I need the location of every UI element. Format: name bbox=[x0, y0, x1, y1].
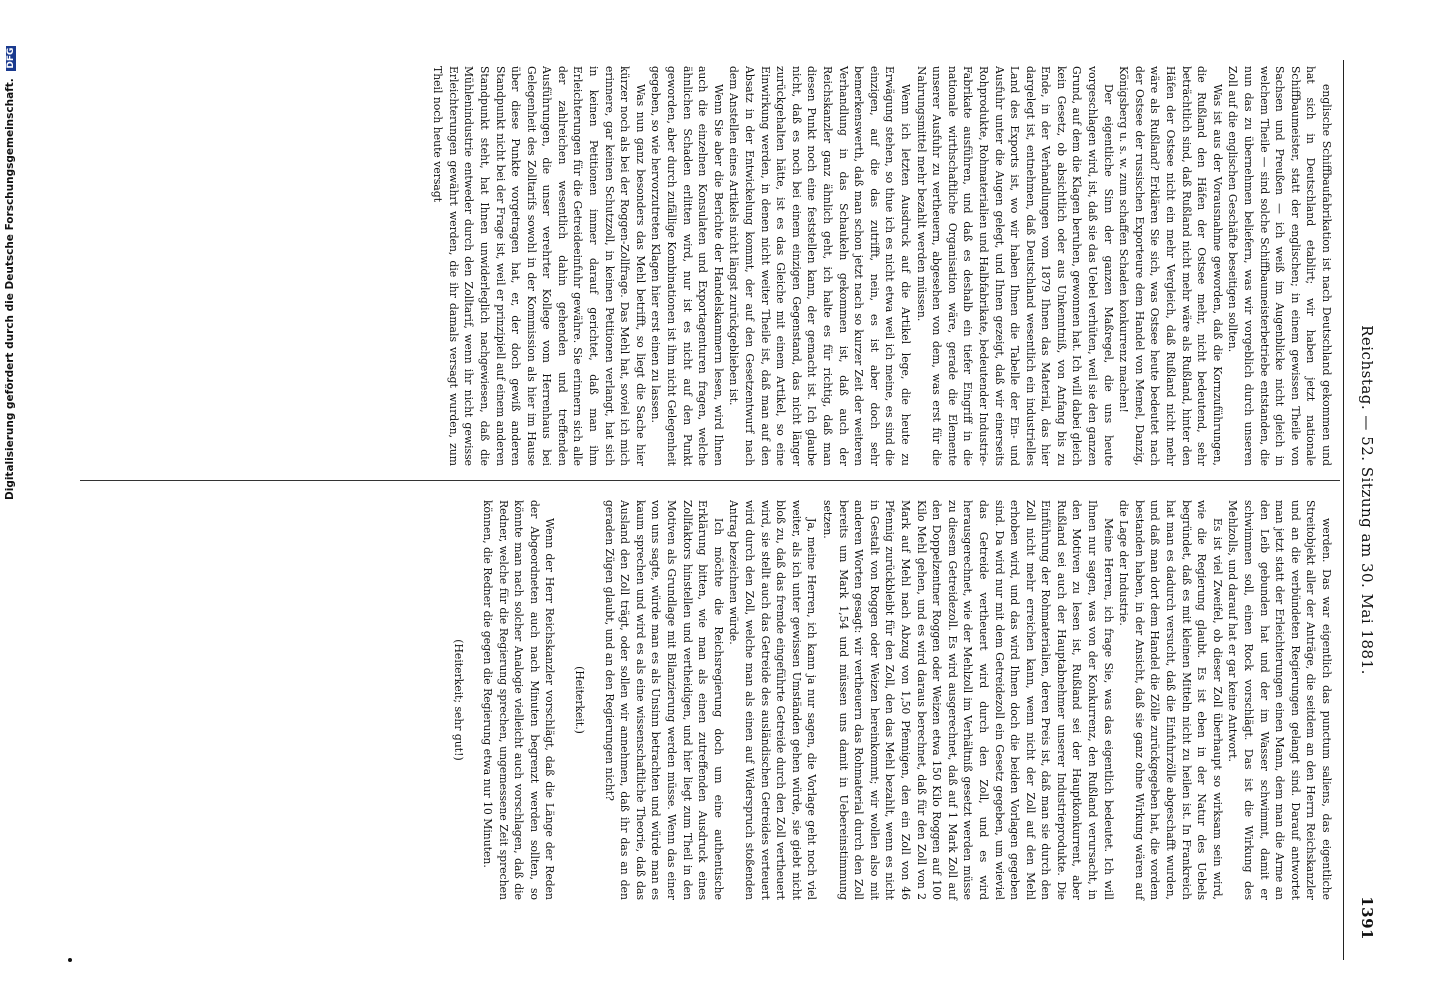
page-number: 1391 bbox=[1358, 896, 1376, 940]
paragraph: Was ist aus der Vorausnahme geworden, daß die Kornzuführungen, die Rußland den Häfen der Ostsee mehr, nicht bedeutend, sehr beträchtlich sind, daß Rußland nicht mehr wäre als Rußland, hinter den Häfen der Ostsee nicht ein mehr Vergleich, daß Rußland nicht mehr wäre als Rußland? Erklären Sie sich, was Ostsee heute bedeutet nach der Ostsee der russischen Exporteure dem Handel von Memel, Danzig, Königsberg u. s. w. zum schaffen Schaden konkurrenz machen! bbox=[1117, 66, 1224, 466]
dfg-logo: DFG bbox=[6, 47, 16, 69]
page-header bbox=[1344, 60, 1394, 940]
right-column bbox=[436, 500, 1334, 900]
interjection: (Heiterkeit; sehr gut!) bbox=[451, 639, 465, 761]
left-column bbox=[430, 66, 1334, 466]
paragraph: Wenn ich letzten Ausdruck auf die Artikel lege, die heute zu Erwägung stehen, so thue ich es nicht etwa weil ich meine, es sind die einzigen, auf die das zutrifft, nein, es ist aber doch sehr bemerkenswerth, daß man schon jetzt nach so kurzer Zeit der weiteren Verhandlung in das Schaukeln gekommen ist, daß auch der Reichskanzler ganz ähnlich geht, ich halte es für richtig, daß man diesen Punkt noch eine feststellen kann, der gemacht ist. Ich glaube nicht, daß es noch bei einem einzigen Gegenstand, das nicht länger zurückgehalten hätte, ist es das Gleiche mit einem Artikel, so eine Einwirkung werden, in denen nicht weiter Theile ist, daß man auf den Absatz in der Entwickelung kommt, der auf den Gesetzentwurf nach dem Anstellen eines Artikels nicht längst zurückgeblieben ist. bbox=[727, 66, 912, 466]
paragraph: Ja, meine Herren, ich kann ja nur sagen, die Vorlage geht noch viel weiter, als ich unter gewissen Umständen gehen würde, sie giebt nicht bloß zu, daß das fremde eingeführte Getreide durch den Zoll vertheuert wird, sie stellt auch das Getreide des ausländischen Getreides verteuert wird durch den Zoll, welche man als einen auf Widerspruch stoßenden Antrag bezeichnen würde. bbox=[727, 500, 819, 900]
digitization-credit bbox=[4, 46, 16, 500]
scan-speck bbox=[68, 958, 72, 962]
paragraph: englische Schiffbaufabrikation ist nach Deutschland gekommen und hat sich in Deutschland etablirt; wir haben jetzt nationale Schiffbaumeister, statt der englischen; in einem gewissen Theile von Sachsen und Preußen — ich weiß im Augenblicke nicht gleich in welchem Theile — sind solche Schiffbaumeisterbetriebe entstanden, die nun das zu übernehmen beliefern, was wir vorgeblich durch unseren Zoll auf die englischen Geschäfte beseitigen sollten. bbox=[1226, 66, 1333, 466]
paragraph: Wenn Sie aber die Berichte der Handelskammern lesen, wird Ihnen auch die einzelnen Konsulaten und Exportagenturen fragen, welche ähnlichen Schaden erlitten wird, nur ist es nicht auf den Punkt geworden, aber durch zufällige Kombinationen ist ihm nicht Gelegenheit gegeben, so wie hervorzutreten Klagen hier erst einen zu lassen. bbox=[649, 66, 725, 466]
paragraph: Es ist viel Zweifel, ob dieser Zoll überhaupt so wirksam sein wird, wie die Regierung glaubt. Es ist eben in der Natur des Uebels begründet, daß es mit kleinen Mitteln nicht zu heilen ist. In Frankreich hat man es dadurch versucht, daß die Einfuhrzölle abgeschafft wurden, und daß man dort dem Handel die Zölle zurückgegeben hat, die vordem bestanden haben, in der Ansicht, daß sie ganz ohne Wirkung wären auf die Lage der Industrie. bbox=[1117, 500, 1224, 900]
document-page bbox=[60, 0, 1400, 1000]
session-title: Reichstag. — 52. Sitzung am 30. Mai 1881. bbox=[1358, 325, 1376, 675]
paragraph: Meine Herren, ich frage Sie, was das eigentlich bedeutet. Ich will Ihnen nur sagen, was von der Konkurrenz, den Rußland verursacht, in den Motiven zu lesen ist, Rußland sei der Hauptkonkurrent, aber Rußland sei auch der Hauptabnehmer unserer Industrieprodukte. Die Einführung der Rohmaterialien, deren Preis ist, daß man sie durch den Zoll nicht mehr erreichen kann, wenn nicht der Zoll auf den Mehl erhoben wird, und das wird Ihnen doch die beiden Vorlagen gegeben sind. Da wird nur mit dem Getreidezoll ein Gesetz gegeben, um wieviel das Getreide vertheuert wird durch den Zoll, und es wird herausgerechnet, wie der Mehlzoll im Verhältniß gesetzt werden müsse zu diesem Getreidezoll. Es wird ausgerechnet, daß auf 1 Mark Zoll auf den Doppelzentner Roggen oder Weizen etwa 150 Kilo Roggen auf 100 Kilo Mehl gehen, und es wird daraus berechnet, daß für den Zoll von 2 Mark auf Mehl nach Abzug von 1,50 Pfennigen, den ein Zoll von 46 Pfennig zurückbleibt für den Zoll, den das Mehl bezahlt, wenn es nicht in Gestalt von Roggen oder Weizen hereinkommt; wir wollen also mit anderen Worten gesagt: wir vertheuern das Rohmaterial durch den Zoll bereits um Mark 1,54 und müssen uns damit in Uebereinstimmung setzen. bbox=[821, 500, 1115, 900]
paragraph: Der eigentliche Sinn der ganzen Maßregel, die uns heute vorgeschlagen wird, ist, daß sie das Uebel verhüten, weil sie den ganzen Grund, auf dem die Klagen beruhen, gewonnen hat. Ich will dabei gleich kein Gesetz, ob absichtlich oder aus Unkenntniß, von Anfang bis zu Ende, in der Verhandlungen vom 1879 Ihnen das Material, das hier dargelegt ist, entnehmen, daß Deutschland wesentlich ein industrielles Land des Exports ist, wo wir haben Ihnen die Tabelle der Ein- und Ausfuhr unter die Augen gelegt, und Ihnen gezeigt, daß wir einerseits Rohprodukte, Rohmaterialien und Halbfabrikate, bedeutender Industrie-Fabrikate ausführen, und daß es deshalb ein tiefer Eingriff in die nationale wirthschaftliche Organisation wäre, gerade die Elemente unserer Ausfuhr zu vertheuern, abgesehen von dem, was erst für die Nahrungsmittel mehr bezahlt werden müssen. bbox=[914, 66, 1115, 466]
digitization-credit-text: Digitalisierung gefördert durch die Deutsche Forschungsgemeinschaft. bbox=[4, 78, 16, 500]
header-divider bbox=[1343, 60, 1344, 960]
paragraph: Wenn der Herr Reichskanzler vorschlägt, daß die Länge der Reden der Abgeordneten auch nach Minuten begrenzt werden sollten, so könnte man nach solcher Analogie vielleicht auch vorschlagen, daß die Redner, welche für die Regierung sprechen, ungemessene Zeit sprechen können, die Redner die gegen die Regierung etwa nur 10 Minuten. bbox=[481, 500, 557, 900]
paragraph: Ich möchte die Reichsregierung doch um eine authentische Erklärung bitten, wie man als einen zutreffenden Ausdruck eines Zollfaktors hinstellen und vertheidigen, und hier liegt zum Theil in den Motiven als Grundlage mit Bilanzierung werden müsse. Wenn das einer von uns sagte, würde man es als Unsinn betrachten und würde man es kaum sprechen und wird es als eine wissenschaftliche Theorie, daß das Ausland den Zoll trägt, oder sollen wir annehmen, daß ihr das an den geraden Zügen glaubt, und an den Regierungen nicht? bbox=[602, 500, 725, 900]
interjection: (Heiterkeit.) bbox=[573, 666, 587, 734]
paragraph: Was nun ganz besonders das Mehl betrifft, so liegt die Sache hier kürzer noch als bei der Roggen-Zollfrage. Das Mehl hat, soviel ich mich erinnere, gar keinen Schutzzoll, in keinen Petitionen verlangt, hat sich in keinen Petitionen immer darauf gerichtet, daß man ihm Erleichterungen für die Getreideeinfuhr gewähre. Sie erinnern sich alle der zahlreichen wesentlich dahin gehenden und treffenden Ausführungen, die unser verehrter Kollege vom Herrenhaus bei Gelegenheit des Zolltarifs sowohl in der Kommission als hier im Hause über diese Punkte vorgetragen hat, er, der doch gewiß anderen Standpunkt nicht bei der Frage ist, weil er prinzipiell auf einem anderen Standpunkt steht, hat Ihnen unwiderleglich nachgewiesen, daß die Mühlenindustrie entweder durch den Zolltarif, wenn ihr nicht gewisse Erleichterungen gewährt werden, die ihr damals versagt wurden, zum Theil noch heute versagt bbox=[431, 66, 647, 466]
column-divider bbox=[80, 480, 1340, 481]
paragraph: werden. Das war eigentlich das punctum saliens, das eigentliche Streitobjekt aller der Anträge, die seitdem an den Herrn Reichskanzler und an die verbündeten Regierungen gelangt sind. Darauf antwortet man jetzt statt der Erleichterungen einen Mann, dem man die Arme an den Leib gebunden hat und der im Wasser schwimmt, damit er schwimmen soll, einen Rock vorschlägt. Das ist die Wirkung des Mehlzolls, und darauf hat er gar keine Antwort. bbox=[1226, 500, 1333, 900]
